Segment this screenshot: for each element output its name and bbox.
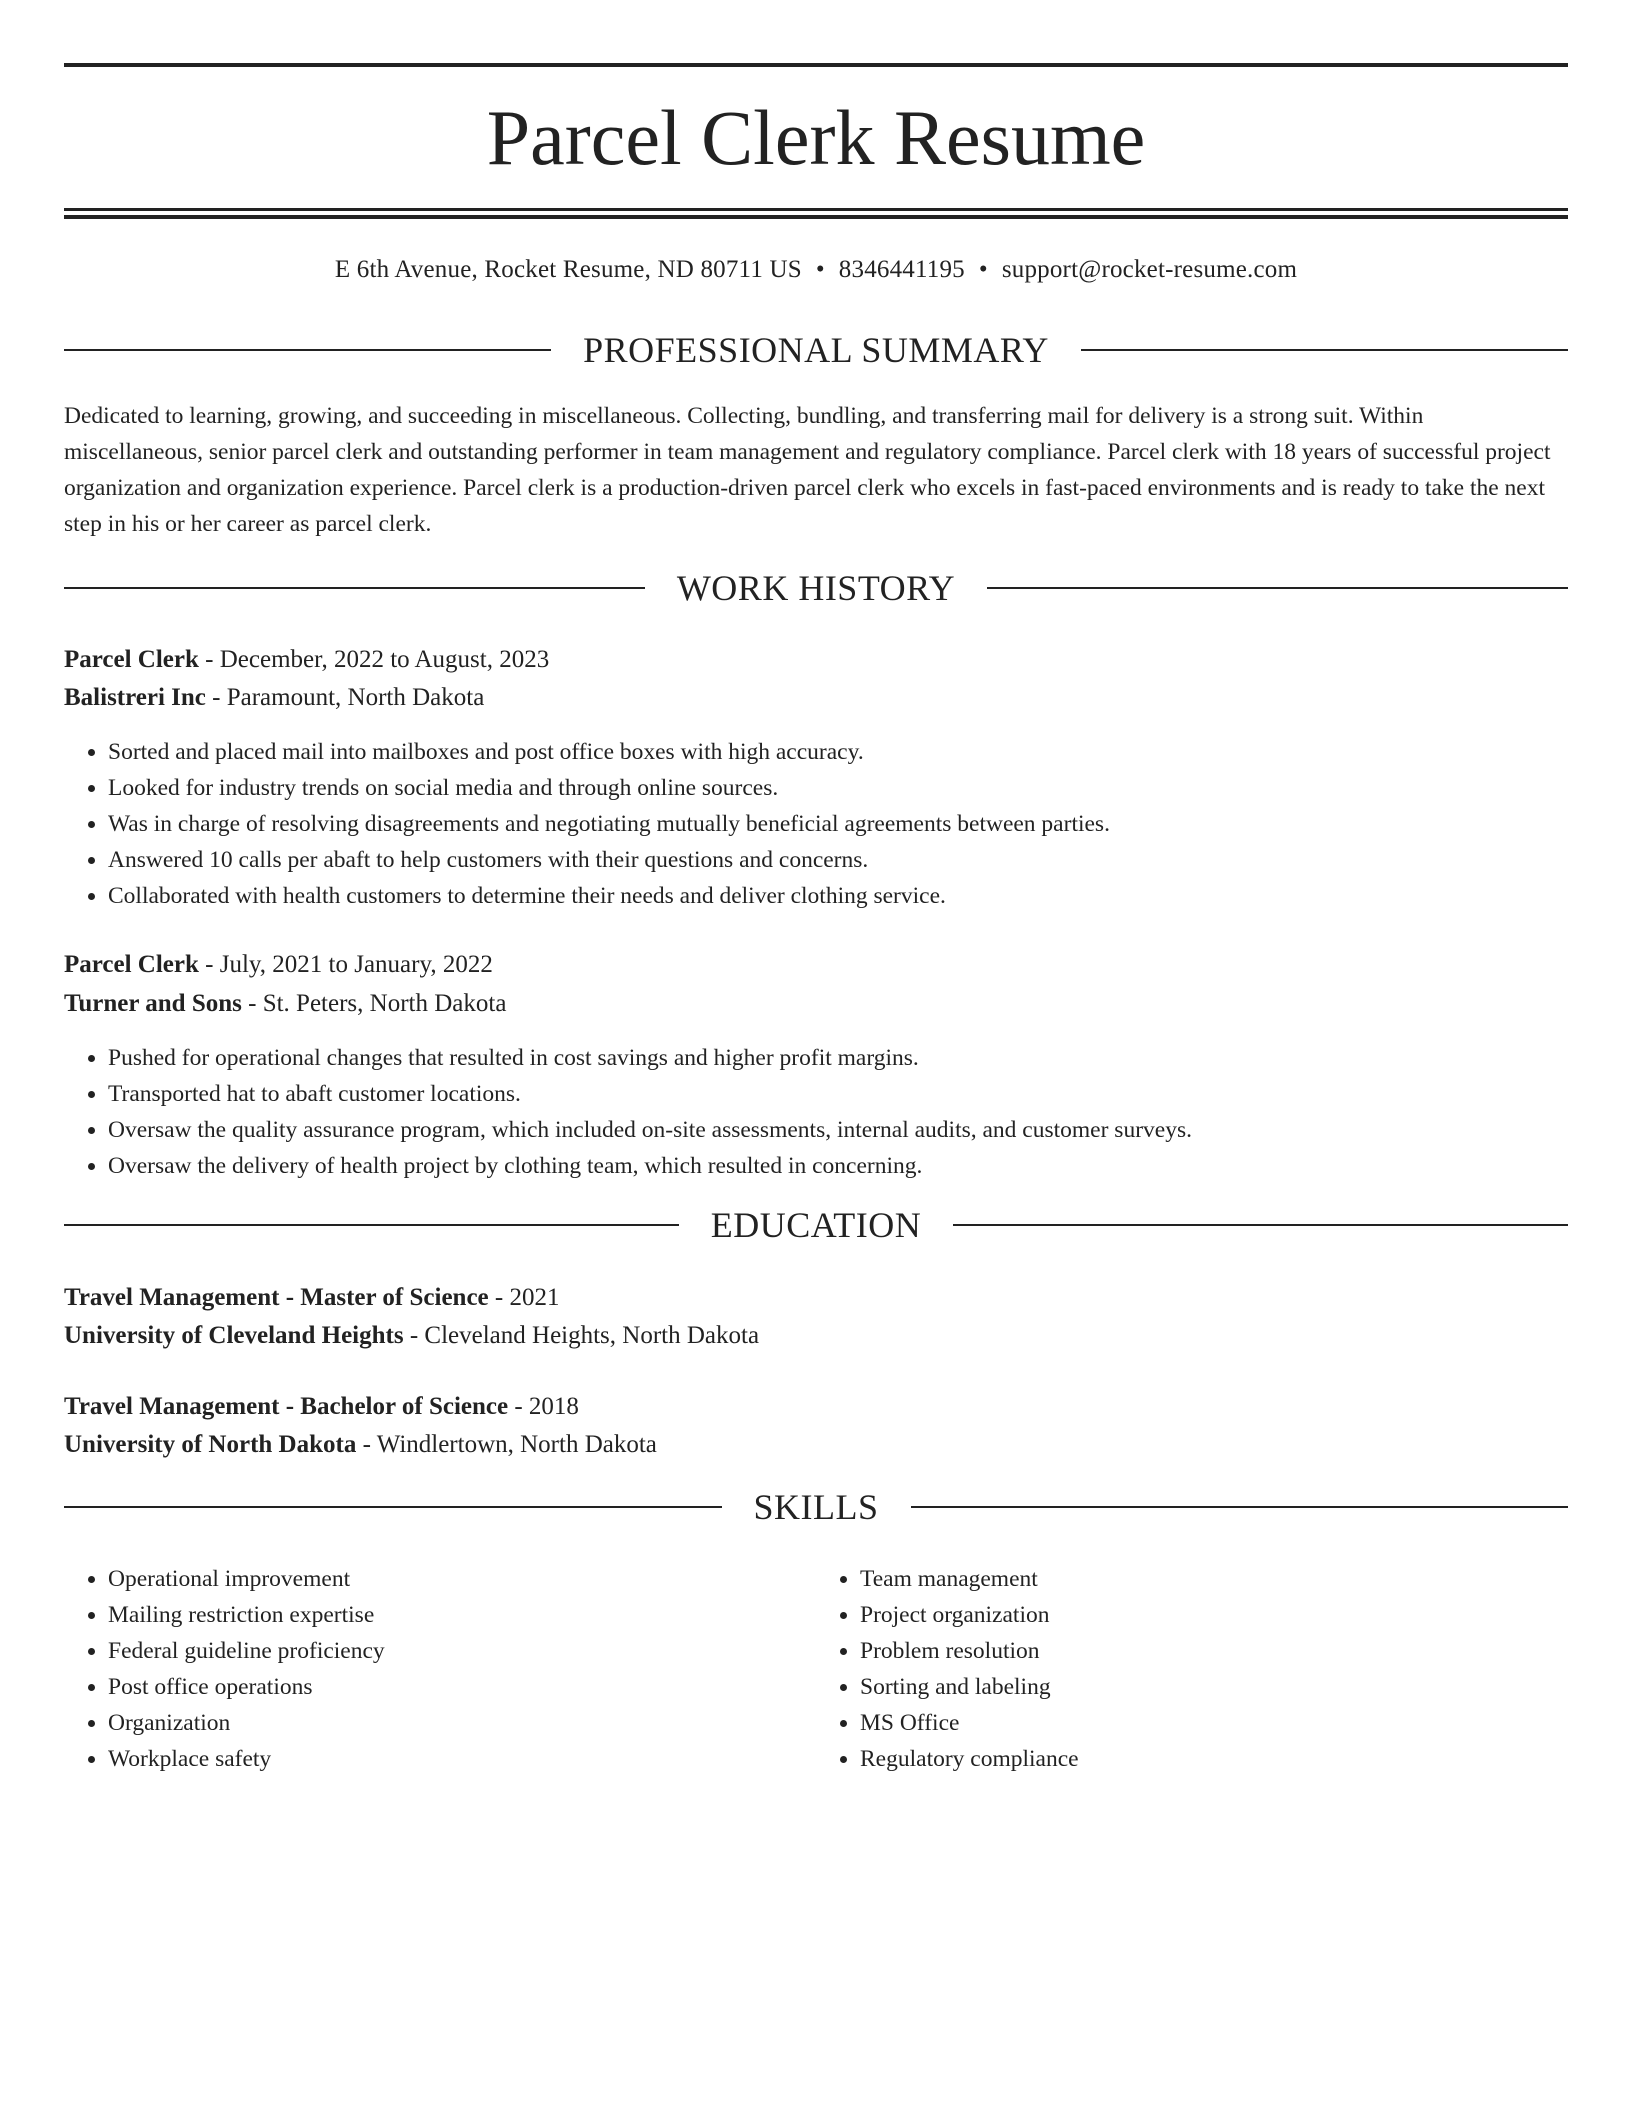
job-dates: - July, 2021 to January, 2022 — [198, 951, 493, 978]
heading-rule-right — [1081, 349, 1568, 351]
education-location: - Windlertown, North Dakota — [356, 1431, 657, 1458]
education-degree: Travel Management - Bachelor of Science — [64, 1393, 509, 1420]
education-school-line — [64, 1427, 1568, 1463]
heading-rule-right — [911, 1506, 1569, 1508]
job-company: Balistreri Inc — [64, 684, 206, 711]
job-company-line — [64, 986, 1568, 1022]
list-item: • Oversaw the delivery of health project by clothing team, which resulted in concerning. — [108, 1148, 1568, 1184]
list-item: • Sorting and labeling — [860, 1669, 1568, 1705]
skills-list-right — [816, 1561, 1568, 1777]
list-item: • Workplace safety — [108, 1741, 816, 1777]
contact-address: E 6th Avenue, Rocket Resume, ND 80711 US — [334, 256, 802, 283]
title-rule-lower — [64, 215, 1568, 219]
list-item: • Problem resolution — [860, 1633, 1568, 1669]
job-dates: - December, 2022 to August, 2023 — [198, 646, 550, 673]
education-school: University of North Dakota — [64, 1431, 357, 1458]
list-item: • Sorted and placed mail into mailboxes and post office boxes with high accuracy. — [108, 734, 1568, 770]
education-degree-line — [64, 1280, 1568, 1316]
list-item: • Collaborated with health customers to determine their needs and deliver clothing service. — [108, 878, 1568, 914]
section-heading-skills — [64, 1487, 1568, 1527]
education-year: - 2021 — [488, 1284, 560, 1311]
heading-rule-right — [953, 1224, 1568, 1226]
list-item: • Project organization — [860, 1597, 1568, 1633]
list-item: • MS Office — [860, 1705, 1568, 1741]
summary-text: Dedicated to learning, growing, and succeeding in miscellaneous. Collecting, bundling, and transferring mail for delivery is a strong suit. Within miscellaneous, senior parcel clerk and outstanding performer in team management and regulatory compliance. Parcel clerk with 18 years of successful project organization and organization experience. Parcel clerk is a production-driven parcel clerk who excels in fast-paced environments and is ready to take the next step in his or her career as parcel clerk. — [64, 403, 1551, 537]
job-title-line — [64, 642, 1568, 678]
education-degree: Travel Management - Master of Science — [64, 1284, 489, 1311]
education-location: - Cleveland Heights, North Dakota — [403, 1322, 760, 1349]
job-title: Parcel Clerk — [64, 646, 199, 673]
heading-rule-left — [64, 1506, 722, 1508]
list-item: • Oversaw the quality assurance program, which included on-site assessments, internal audits, and customer surveys. — [108, 1112, 1568, 1148]
list-item: • Was in charge of resolving disagreements and negotiating mutually beneficial agreements between parties. — [108, 806, 1568, 842]
education-year: - 2018 — [508, 1393, 579, 1420]
contact-line — [64, 252, 1568, 288]
education-degree-line — [64, 1389, 1568, 1425]
heading-rule-left — [64, 1224, 679, 1226]
list-item: • Operational improvement — [108, 1561, 816, 1597]
education-school: University of Cleveland Heights — [64, 1322, 404, 1349]
resume-title: Parcel Clerk Resume — [486, 94, 1146, 181]
section-heading-work — [64, 568, 1568, 608]
contact-separator: • — [978, 256, 988, 283]
list-item: • Regulatory compliance — [860, 1741, 1568, 1777]
list-item: • Looked for industry trends on social media and through online sources. — [108, 770, 1568, 806]
job-bullets — [64, 734, 1568, 914]
skills-columns — [64, 1561, 1568, 1777]
section-heading-summary — [64, 330, 1568, 370]
job-company: Turner and Sons — [64, 990, 242, 1017]
list-item: • Answered 10 calls per abaft to help customers with their questions and concerns. — [108, 842, 1568, 878]
heading-rule-left — [64, 587, 645, 589]
section-title: PROFESSIONAL SUMMARY — [583, 330, 1049, 370]
skills-list-left — [64, 1561, 816, 1777]
education-school-line — [64, 1318, 1568, 1354]
list-item: • Organization — [108, 1705, 816, 1741]
top-rule — [64, 63, 1568, 67]
contact-separator: • — [815, 256, 825, 283]
title-rule-upper — [64, 208, 1568, 211]
section-title: SKILLS — [753, 1487, 879, 1527]
job-title-line — [64, 947, 1568, 983]
heading-rule-left — [64, 349, 551, 351]
section-title: EDUCATION — [710, 1205, 922, 1245]
contact-phone: 8346441195 — [838, 256, 965, 283]
job-title: Parcel Clerk — [64, 951, 199, 978]
list-item: • Mailing restriction expertise — [108, 1597, 816, 1633]
list-item: • Pushed for operational changes that resulted in cost savings and higher profit margins. — [108, 1040, 1568, 1076]
job-location: - Paramount, North Dakota — [205, 684, 485, 711]
heading-rule-right — [987, 587, 1568, 589]
list-item: • Team management — [860, 1561, 1568, 1597]
contact-email: support@rocket-resume.com — [1001, 256, 1298, 283]
job-company-line — [64, 680, 1568, 716]
job-location: - St. Peters, North Dakota — [241, 990, 507, 1017]
list-item: • Federal guideline proficiency — [108, 1633, 816, 1669]
list-item: • Transported hat to abaft customer locations. — [108, 1076, 1568, 1112]
list-item: • Post office operations — [108, 1669, 816, 1705]
job-bullets — [64, 1040, 1568, 1184]
section-heading-education — [64, 1205, 1568, 1245]
section-title: WORK HISTORY — [676, 568, 956, 608]
